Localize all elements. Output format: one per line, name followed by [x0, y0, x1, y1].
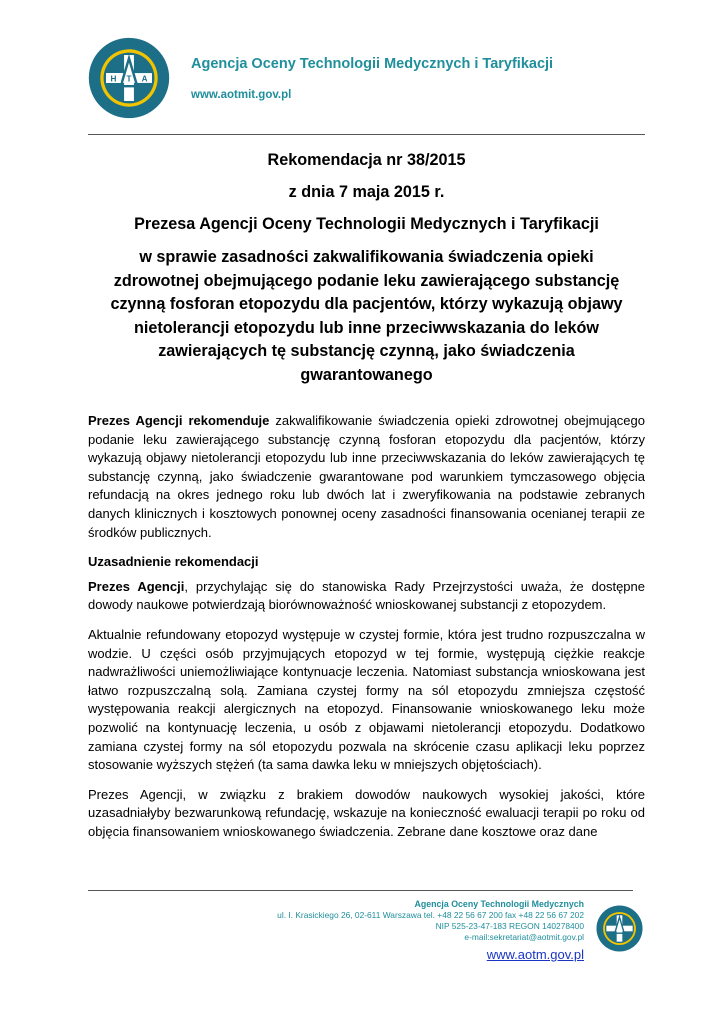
recommendation-date: z dnia 7 maja 2015 r.: [288, 183, 445, 201]
header-divider: [88, 134, 645, 135]
aotmit-logo-small: [596, 905, 643, 952]
recommendation-text: zakwalifikowanie świadczenia opieki zdrowotnej obejmującego podanie leku zawierającego substancję czynną fosforan etopozydu dla pacjentów, którzy wykazują objawy nietolerancji etopozydu lub inne przeciwwskazania do leków zawierających tę substancję czynną, jako świadczenie gwarantowane pod warunkiem tymczasowego objęcia refundacją na okres jednego roku lub dwóch lat i zweryfikowania na podstawie zebranych danych klinicznych i kosztowych ponownej oceny zasadności finansowania ocenianej terapii ze środków publicznych.: [88, 413, 645, 540]
body-paragraph: Prezes Agencji, w związku z brakiem dowodów naukowych wysokiej jakości, które uzasadniałyby bezwarunkową refundację, wskazuje na konieczność ewaluacji terapii po roku od objęcia finansowaniem wnioskowanego świadczenia. Zebrane dane kosztowe oraz dane: [88, 786, 645, 839]
section-heading: Uzasadnienie rekomendacji: [88, 554, 259, 570]
svg-text:H: H: [110, 74, 117, 84]
svg-text:T: T: [126, 74, 132, 84]
subject-line: w sprawie zasadności zakwalifikowania świadczenia opieki: [139, 248, 594, 266]
footer-website-link[interactable]: www.aotm.gov.pl: [486, 947, 584, 962]
footer-ids: NIP 525-23-47-183 REGON 140278400: [435, 921, 584, 931]
svg-text:A: A: [141, 74, 148, 84]
footer-email[interactable]: e-mail:sekretariat@aotmit.gov.pl: [464, 932, 584, 942]
header-org-name: Agencja Oceny Technologii Medycznych i Taryfikacji: [191, 56, 554, 72]
recommendation-paragraph: [88, 412, 645, 542]
subject-line: zawierających tę substancję czynną, jako świadczenia: [158, 342, 575, 360]
footer-contact: [164, 899, 584, 963]
subject-line: nietolerancji etopozydu lub inne przeciwwskazania do leków: [133, 318, 600, 337]
subject-line: czynną fosforan etopozydu dla pacjentów, którzy wykazują objawy: [110, 295, 623, 313]
header-website-link[interactable]: www.aotmit.gov.pl: [191, 89, 292, 101]
subject-line: zdrowotnej obejmującego podanie leku zawierającego substancję: [113, 271, 620, 290]
issuer-title: Prezesa Agencji Oceny Technologii Medycznych i Taryfikacji: [134, 215, 599, 233]
aotmit-logo: [88, 37, 170, 119]
footer-org-name: Agencja Oceny Technologii Medycznych: [414, 899, 584, 909]
document-title-block: [88, 150, 645, 387]
justification-paragraph: [88, 578, 645, 615]
footer-address: ul. I. Krasickiego 26, 02-611 Warszawa tel. +48 22 56 67 200 fax +48 22 56 67 202: [277, 910, 584, 920]
body-paragraph: Aktualnie refundowany etopozyd występuje w czystej formie, która jest trudno rozpuszczalna w wodzie. U części osób przyjmujących etopozyd w tej formie, występują ciężkie reakcje nadwrażliwości uniemożliwiające kontynuacje leczenia. Natomiast substancja wnioskowana jest łatwo rozpuszczalną solą. Zamiana czystej formy na sól etopozydu zmniejsza częstość występowania reakcji alergicznych na etopozyd. Finansowanie wnioskowanego leku może pozwolić na kontynuację leczenia, u osób z objawami nietolerancji etopozydu. Dodatkowo zamiana czystej formy na sól etopozydu pozwala na skrócenie czasu aplikacji leku poprzez stosowanie wyższych stężeń (ta sama dawka leku w mniejszych objętościach).: [88, 626, 645, 773]
recommendation-number: Rekomendacja nr 38/2015: [267, 151, 466, 169]
footer-divider: [88, 890, 633, 891]
document-body: [88, 412, 645, 852]
subject-line: gwarantowanego: [300, 365, 433, 384]
justification-text: , przychylając się do stanowiska Rady Przejrzystości uważa, że dostępne dowody naukowe potwierdzają biorównoważność wnioskowanej substancji z etopozydem.: [88, 578, 645, 613]
justification-lead: Prezes Agencji: [88, 578, 185, 594]
recommendation-lead: Prezes Agencji rekomenduje: [88, 413, 270, 428]
